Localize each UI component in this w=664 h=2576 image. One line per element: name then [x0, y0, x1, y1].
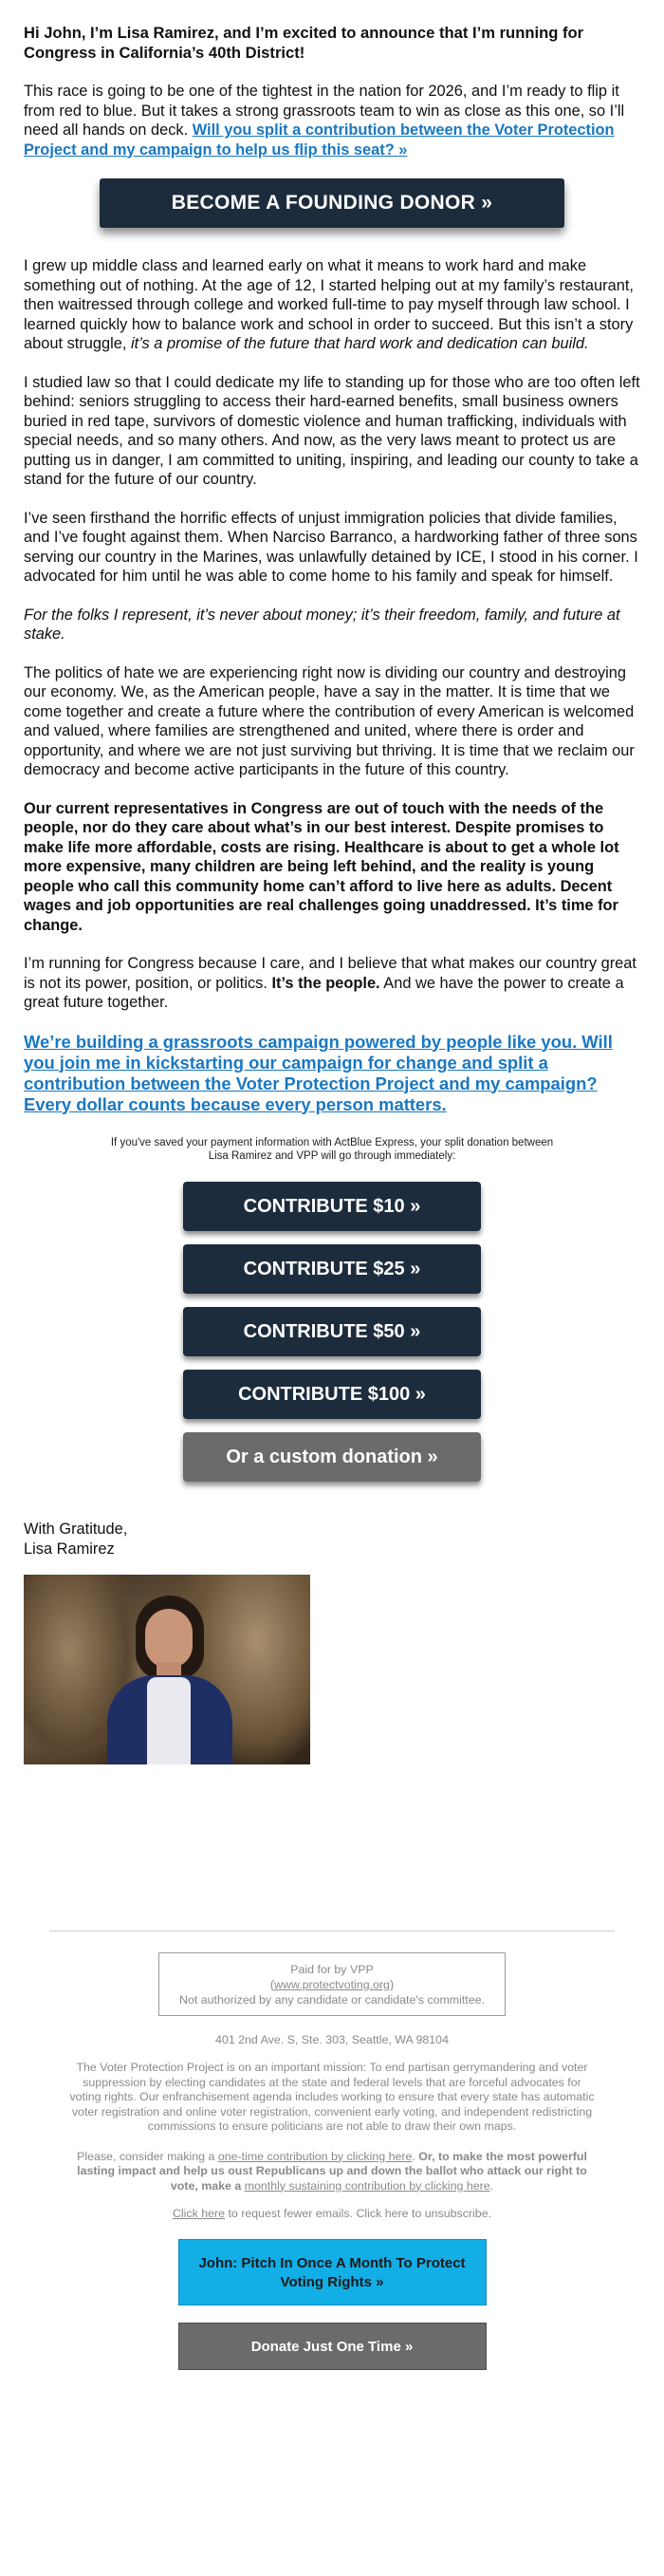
footer-unsubscribe	[66, 2207, 598, 2222]
signoff-name: Lisa Ramirez	[24, 1540, 115, 1558]
monthly-pitch-in-button[interactable]: John: Pitch In Once A Month To Protect Voting Rights »	[178, 2239, 487, 2305]
split-contribution-link[interactable]: Will you split a contribution between the Voter Protection Project and my campaign to help us flip this seat? »	[24, 121, 615, 159]
contribute-25-button[interactable]: CONTRIBUTE $25 »	[183, 1244, 481, 1294]
paragraph-folks	[24, 606, 640, 644]
consider-pre: Please, consider making a	[77, 2149, 218, 2163]
footer	[0, 2033, 664, 2222]
intro-text: This race is going to be one of the tightest in the nation for 2026, and I’m ready to flip it from red to blue. But it takes a strong grassroots team to win as close as this one, so I’ll need all hands on deck.	[24, 83, 625, 139]
fewer-emails-link[interactable]: Click here	[172, 2207, 226, 2220]
consider-bold: Or, to make the most powerful lasting impact and help us oust Republicans up and down the ballot who attack our right to vote, make a	[77, 2149, 587, 2193]
become-founding-donor-button[interactable]: BECOME A FOUNDING DONOR »	[100, 178, 564, 228]
running-bold: It’s the people.	[271, 974, 380, 992]
paragraph-background	[24, 256, 640, 354]
background-italic: it’s a promise of the future that hard work and dedication can build.	[131, 335, 589, 352]
paragraph-politics: The politics of hate we are experiencing right now is dividing our country and destroying our economy. We, as the American people, have a say in the matter. It is time that we come together and create a future where the contribution of every American is welcomed and valued, where families are strengthened and united, where there is order and opportunity, and where we are not just surviving but thriving. It is time that we reclaim our democracy and become active participants in the future of this country.	[24, 663, 635, 778]
paragraph-law: I studied law so that I could dedicate my life to standing up for those who are too often left behind: seniors struggling to access their hard-earned benefits, small business owners buried in red tape, survivors of domestic violence and human trafficking, individuals with special needs, and so many others. And now, as the very laws meant to protect us are putting us in danger, I am committed to uniting, inspiring, and leading our county to take a stand for the future of our country.	[24, 373, 640, 488]
contribute-10-button[interactable]: CONTRIBUTE $10 »	[183, 1182, 481, 1231]
running-text-a: I’m running for Congress because I care, and I believe that what makes our country great is not its power, position, or politics.	[24, 955, 636, 992]
background-text: I grew up middle class and learned early on what it means to work hard and make something out of nothing. At the age of 12, I started helping out at my family’s restaurant, then waitressed through college and worked full-time to pay myself through law school. I learned quickly how to balance work and school in order to succeed. But this isn’t a story about struggle,	[24, 257, 634, 352]
unsubscribe-text: to request fewer emails. Click here to unsubscribe.	[225, 2207, 492, 2220]
footer-consider	[66, 2150, 598, 2194]
email-body	[0, 24, 664, 2370]
monthly-contribution-link[interactable]: monthly sustaining contribution by clicking here	[244, 2178, 490, 2193]
letter-content	[0, 24, 664, 159]
paragraph-running	[24, 954, 640, 1013]
paid-by: Paid for by VPP	[290, 1962, 374, 1976]
paragraph-intro	[24, 82, 640, 159]
photo-shirt	[147, 1677, 191, 1764]
greeting: Hi John, I’m Lisa Ramirez, and I’m excited to announce that I’m running for Congress in California’s 40th District!	[24, 24, 584, 62]
photo-face	[145, 1609, 193, 1668]
candidate-photo	[24, 1575, 310, 1764]
footer-address: 401 2nd Ave. S, Ste. 303, Seattle, WA 98104	[215, 2032, 449, 2046]
contribute-50-button[interactable]: CONTRIBUTE $50 »	[183, 1307, 481, 1356]
running-text-b: And we have the power to create a great future together.	[24, 974, 624, 1011]
one-time-contribution-link[interactable]: one-time contribution by clicking here	[217, 2149, 413, 2163]
contribute-buttons	[0, 1182, 664, 1482]
signoff	[0, 1520, 664, 1559]
actblue-note: If you've saved your payment information with ActBlue Express, your split donation between Lisa Ramirez and VPP will go through immediately:	[110, 1136, 554, 1162]
footer-mission: The Voter Protection Project is on an important mission: To end partisan gerrymandering and voter suppression by electing candidates at the state and federal levels that are forceful advocates for voting rights. Our enfranchisement agenda includes working to ensure that every state has automatic voter registration and online voter registration, convenient early voting, and independent redistricting commissions to ensure politicians are not able to draw their own maps.	[69, 2061, 595, 2133]
footer-divider	[49, 1931, 615, 1932]
grassroots-campaign-link[interactable]: We’re building a grassroots campaign powered by people like you. Will you join me in kickstarting our campaign for change and split a contribution between the Voter Protection Project and my campaign? Every dollar counts because every person matters.	[24, 1031, 613, 1114]
paid-for-box	[158, 1952, 506, 2016]
consider-mid: .	[412, 2149, 419, 2163]
letter-content-2	[0, 256, 664, 1115]
paragraph-immigration: I’ve seen firsthand the horrific effects of unjust immigration policies that divide families, and I’ve fought against them. When Narciso Barranco, a hardworking father of three sons serving our country in the Marines, was unlawfully detained by ICE, I stood in his corner. I advocated for him until he was able to come home to his family and speak for himself.	[24, 509, 638, 585]
representatives-bold: Our current representatives in Congress are out of touch with the needs of the people, nor do they care about what’s in our best interest. Despite promises to make life more affordable, costs are rising. Healthcare is about to get a whole lot more expensive, many children are being left behind, and the reality is young people who call this community home can’t afford to live here as adults. Decent wages and job opportunities are real challenges going unaddressed. It’s time for change.	[24, 799, 619, 934]
signoff-closing: With Gratitude,	[24, 1520, 128, 1538]
contribute-100-button[interactable]: CONTRIBUTE $100 »	[183, 1370, 481, 1419]
paid-url-link[interactable]: (www.protectvoting.org)	[269, 1977, 395, 1991]
consider-end: .	[489, 2178, 494, 2193]
custom-donation-button[interactable]: Or a custom donation »	[183, 1432, 481, 1482]
donate-one-time-button[interactable]: Donate Just One Time »	[178, 2323, 487, 2370]
paragraph-representatives	[24, 799, 640, 936]
folks-italic: For the folks I represent, it’s never about money; it’s their freedom, family, and future at stake.	[24, 606, 620, 643]
not-authorized: Not authorized by any candidate or candidate's committee.	[179, 1992, 485, 2007]
